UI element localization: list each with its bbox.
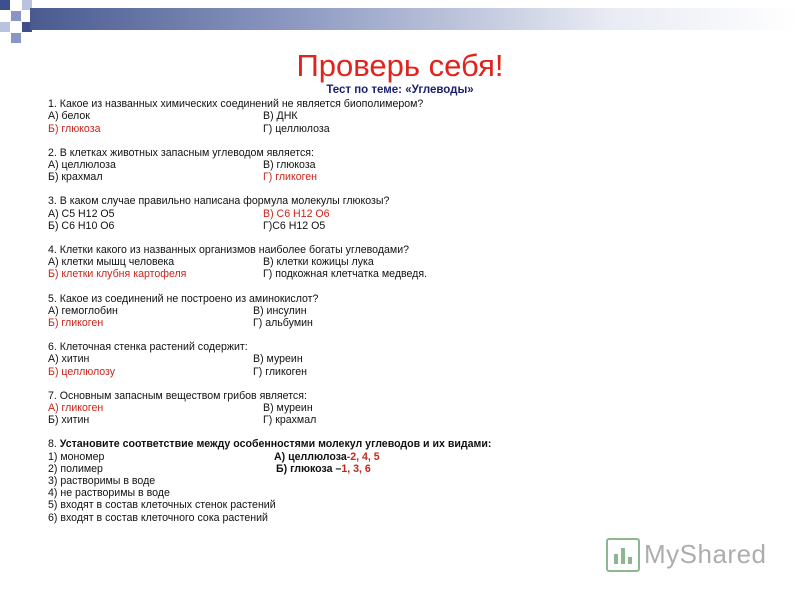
question-2 (48, 147, 778, 184)
question-text: 7. Основным запасным веществом грибов является: (48, 389, 307, 402)
option-a: А) хитин (48, 353, 90, 366)
option-a-correct: А) гликоген (48, 402, 104, 415)
option-v: В) клетки кожицы лука (263, 256, 374, 269)
option-v: В) муреин (253, 353, 303, 366)
test-subtitle: Тест по теме: «Углеводы» (326, 84, 474, 96)
question-number: 8. (48, 438, 60, 451)
item-6: 6) входят в состав клеточного сока растений (48, 511, 268, 524)
option-g-correct: Г) гликоген (263, 171, 317, 184)
answer-b-label: Б) глюкоза – (276, 462, 342, 475)
item-4: 4) не растворимы в воде (48, 487, 170, 500)
item-2: 2) полимер (48, 462, 103, 475)
question-text: 1. Какое из названных химических соединений не является биополимером? (48, 98, 424, 111)
logo-text: MyShared (644, 539, 767, 569)
option-b-correct: Б) глюкоза (48, 122, 101, 135)
page-title: Проверь себя! (296, 48, 504, 83)
question-text: 3. В каком случае правильно написана формула молекулы глюкозы? (48, 195, 390, 208)
question-7 (48, 390, 778, 427)
option-v: В) муреин (263, 402, 313, 415)
option-b-correct: Б) клетки клубня картофеля (48, 268, 187, 281)
answer-a: -2, 4, 5 (346, 450, 380, 463)
test-content (48, 84, 778, 524)
question-6 (48, 341, 778, 378)
question-text: 6. Клеточная стенка растений содержит: (48, 341, 248, 354)
header-gradient-bar (30, 8, 800, 30)
option-a: А) гемоглобин (48, 304, 118, 317)
option-g: Г) альбумин (253, 317, 313, 330)
myshared-logo (606, 538, 766, 572)
option-a: А) белок (48, 110, 90, 123)
question-text: 5. Какое из соединений не построено из аминокислот? (48, 292, 319, 305)
question-3 (48, 195, 778, 232)
answer-a-label: А) целлюлоза (274, 450, 347, 463)
option-a: А) целлюлоза (48, 159, 116, 172)
option-g: Г) подкожная клетчатка медведя. (263, 268, 428, 281)
question-text: Установите соответствие между особенностями молекул углеводов и их видами: (59, 438, 492, 451)
question-5 (48, 293, 778, 330)
question-4 (48, 244, 778, 281)
question-text: 2. В клетках животных запасным углеводом является: (48, 146, 314, 159)
option-g: Г) гликоген (253, 365, 307, 378)
option-b-correct: Б) гликоген (48, 317, 104, 330)
answer-b: 1, 3, 6 (341, 462, 371, 475)
option-g: Г) крахмал (263, 414, 317, 427)
option-v: В) инсулин (253, 304, 307, 317)
option-b: Б) хитин (48, 414, 90, 427)
option-a: А) С5 Н12 О5 (48, 207, 115, 220)
option-v: В) ДНК (263, 110, 298, 123)
option-b-correct: Б) целлюлозу (48, 365, 116, 378)
option-g: Г)С6 Н12 О5 (263, 219, 326, 232)
option-g: Г) целлюлоза (263, 122, 330, 135)
option-a: А) клетки мышц человека (48, 256, 175, 269)
item-3: 3) растворимы в воде (48, 475, 156, 488)
question-1 (48, 98, 778, 135)
option-b: Б) крахмал (48, 171, 103, 184)
option-v-correct: В) С6 Н12 О6 (263, 207, 330, 220)
question-text: 4. Клетки какого из названных организмов наиболее богаты углеводами? (48, 244, 410, 257)
question-8 (48, 438, 778, 523)
option-b: Б) С6 Н10 О6 (48, 219, 115, 232)
item-5: 5) входят в состав клеточных стенок растений (48, 499, 276, 512)
option-v: В) глюкоза (263, 159, 316, 172)
item-1: 1) мономер (48, 450, 105, 463)
chart-icon (606, 538, 640, 572)
